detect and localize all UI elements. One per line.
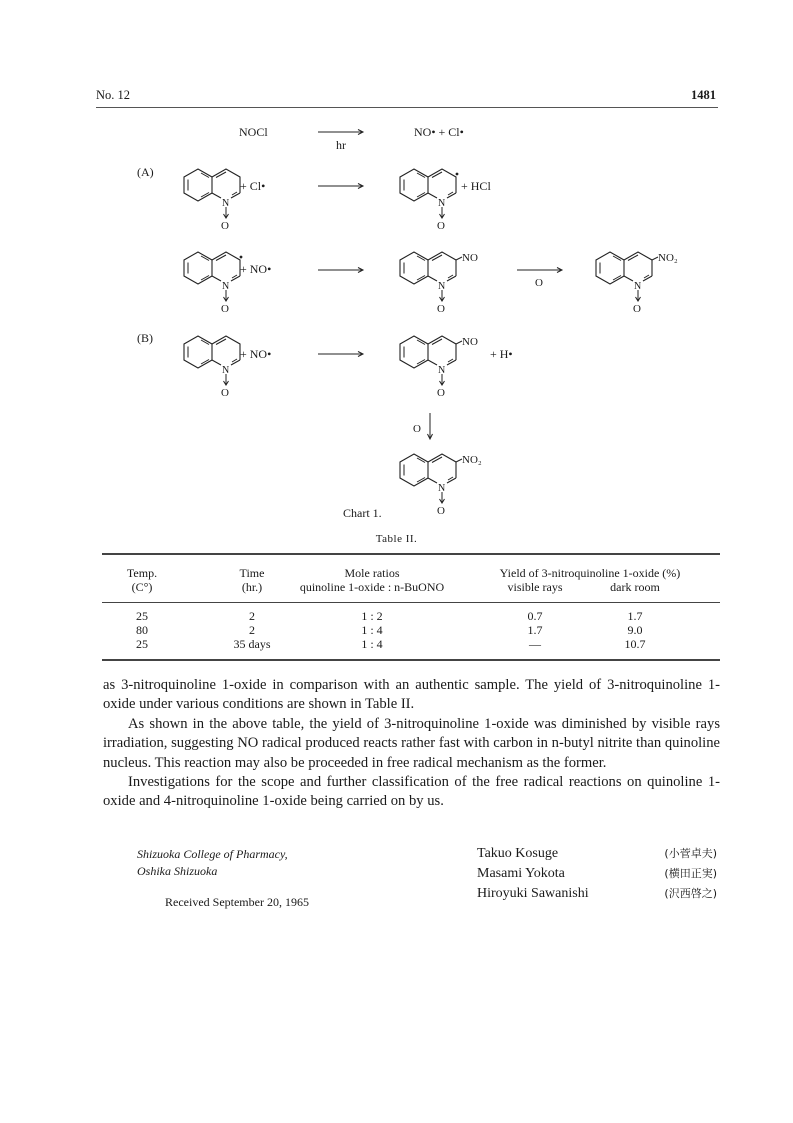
- nitroso-quinoline-oxide-structure: [400, 336, 478, 399]
- ring-nitrogen: N: [438, 281, 446, 292]
- no2-group: NO₂: [658, 252, 678, 264]
- cell-ratio: 1 : 2: [361, 609, 383, 623]
- reaction-arrow: [517, 268, 562, 273]
- author-kanji: (沢西啓之): [664, 887, 717, 900]
- reaction-arrow: [318, 130, 363, 135]
- nocl-label: NOCl: [239, 125, 268, 139]
- oxide-oxygen: O: [437, 505, 445, 517]
- label-b: (B): [137, 331, 153, 345]
- quinoline-radical-structure: [184, 252, 242, 315]
- author-row: [477, 864, 717, 884]
- reaction-arrow: [318, 352, 363, 357]
- cell-visible: 0.7: [527, 609, 543, 623]
- header-ratio: Mole ratios: [344, 566, 400, 580]
- quinoline-radical-structure: [400, 169, 458, 232]
- author-row: [477, 884, 717, 904]
- oxide-oxygen: O: [221, 303, 229, 315]
- ring-nitrogen: N: [438, 483, 446, 494]
- table-caption: Table II.: [375, 533, 418, 545]
- author-name: Hiroyuki Sawanishi: [477, 886, 589, 901]
- cell-dark: 10.7: [624, 637, 646, 651]
- cell-ratio: 1 : 4: [361, 637, 383, 651]
- quinoline-oxide-structure: [184, 169, 240, 232]
- table-top-rule: [102, 553, 720, 555]
- author-kanji: (横田正実): [664, 867, 717, 880]
- nitro-quinoline-oxide-structure: [400, 454, 482, 517]
- oxide-oxygen: O: [221, 387, 229, 399]
- radicals-label: NO• + Cl•: [414, 125, 464, 139]
- affiliation-line: Oshika Shizuoka: [137, 864, 218, 878]
- reaction-arrow: [318, 268, 363, 273]
- affiliation-line: Shizuoka College of Pharmacy,: [137, 847, 288, 861]
- affiliation: [137, 846, 288, 880]
- no-group: NO: [462, 252, 478, 264]
- oxide-oxygen: O: [221, 220, 229, 232]
- no2-group: NO₂: [462, 454, 482, 466]
- header-visible: visible rays: [507, 580, 563, 594]
- ring-nitrogen: N: [222, 281, 230, 292]
- paragraph: Investigations for the scope and further classification of the free radical reactions on quinoline 1-oxide and 4-nitroquinoline 1-oxide being carried on by us.: [103, 774, 720, 810]
- cell-ratio: 1 : 4: [361, 623, 383, 637]
- plus-no: + NO•: [240, 347, 272, 361]
- header-dark: dark room: [610, 580, 660, 594]
- plus-h: + H•: [490, 347, 513, 361]
- author-row: [477, 844, 717, 864]
- oxide-oxygen: O: [633, 303, 641, 315]
- label-a: (A): [137, 165, 154, 179]
- oxide-oxygen: O: [437, 303, 445, 315]
- header-ratio-detail: quinoline 1-oxide : n-BuONO: [299, 580, 445, 594]
- cell-visible: —: [529, 637, 541, 651]
- table-header-rule: [102, 602, 720, 603]
- reaction-scheme-chart: [0, 0, 793, 540]
- cell-temp: 25: [136, 609, 148, 623]
- header-yield: Yield of 3-nitroquinoline 1-oxide (%): [499, 566, 681, 580]
- author-list: [477, 844, 717, 904]
- plus-cl: + Cl•: [240, 179, 266, 193]
- paragraph: as 3-nitroquinoline 1-oxide in comparison with an authentic sample. The yield of 3-nitroquinoline 1-oxide under various conditions are shown in Table II.: [103, 677, 720, 713]
- quinoline-oxide-structure: [184, 336, 240, 399]
- author-name: Takuo Kosuge: [477, 846, 559, 861]
- header-time: Time: [239, 566, 265, 580]
- table-bottom-rule: [102, 659, 720, 661]
- header-time-unit: (hr.): [241, 580, 263, 594]
- cell-time: 2: [249, 609, 255, 623]
- body-text: [103, 676, 720, 812]
- cell-dark: 9.0: [627, 623, 643, 637]
- cell-time: 2: [249, 623, 255, 637]
- chart-caption: Chart 1.: [343, 506, 382, 520]
- oxide-oxygen: O: [437, 220, 445, 232]
- page-number: 1481: [691, 88, 716, 102]
- no-group: NO: [462, 336, 478, 348]
- author-name: Masami Yokota: [477, 866, 565, 881]
- plus-hcl: + HCl: [461, 179, 491, 193]
- ring-nitrogen: N: [222, 365, 230, 376]
- nitroso-quinoline-oxide-structure: [400, 252, 478, 315]
- received-date: Received September 20, 1965: [165, 895, 309, 909]
- plus-no: + NO•: [240, 262, 272, 276]
- author-kanji: (小菅卓夫): [664, 847, 717, 860]
- cell-temp: 80: [136, 623, 148, 637]
- oxidant-label: O: [535, 277, 543, 289]
- journal-issue: No. 12: [96, 88, 131, 102]
- header-temp: Temp.: [126, 566, 158, 580]
- oxide-oxygen: O: [437, 387, 445, 399]
- cell-dark: 1.7: [627, 609, 643, 623]
- cell-visible: 1.7: [527, 623, 543, 637]
- hv-label: hr: [336, 138, 346, 152]
- oxidant-label: O: [413, 423, 421, 435]
- ring-nitrogen: N: [438, 365, 446, 376]
- paragraph: As shown in the above table, the yield of 3-nitroquinoline 1-oxide was diminished by visible rays irradiation, suggesting NO radical produced reacts rather fast with carbon in n-butyl nitrite than quinoline nucleus. This reaction may also be proceeded in free radical mechanism as the former.: [103, 715, 720, 771]
- ring-nitrogen: N: [222, 198, 230, 209]
- reaction-arrow: [318, 184, 363, 189]
- nitro-quinoline-oxide-structure: [596, 252, 678, 315]
- cell-temp: 25: [136, 637, 148, 651]
- cell-time: 35 days: [233, 637, 271, 651]
- ring-nitrogen: N: [438, 198, 446, 209]
- ring-nitrogen: N: [634, 281, 642, 292]
- header-temp-unit: (C°): [131, 580, 153, 594]
